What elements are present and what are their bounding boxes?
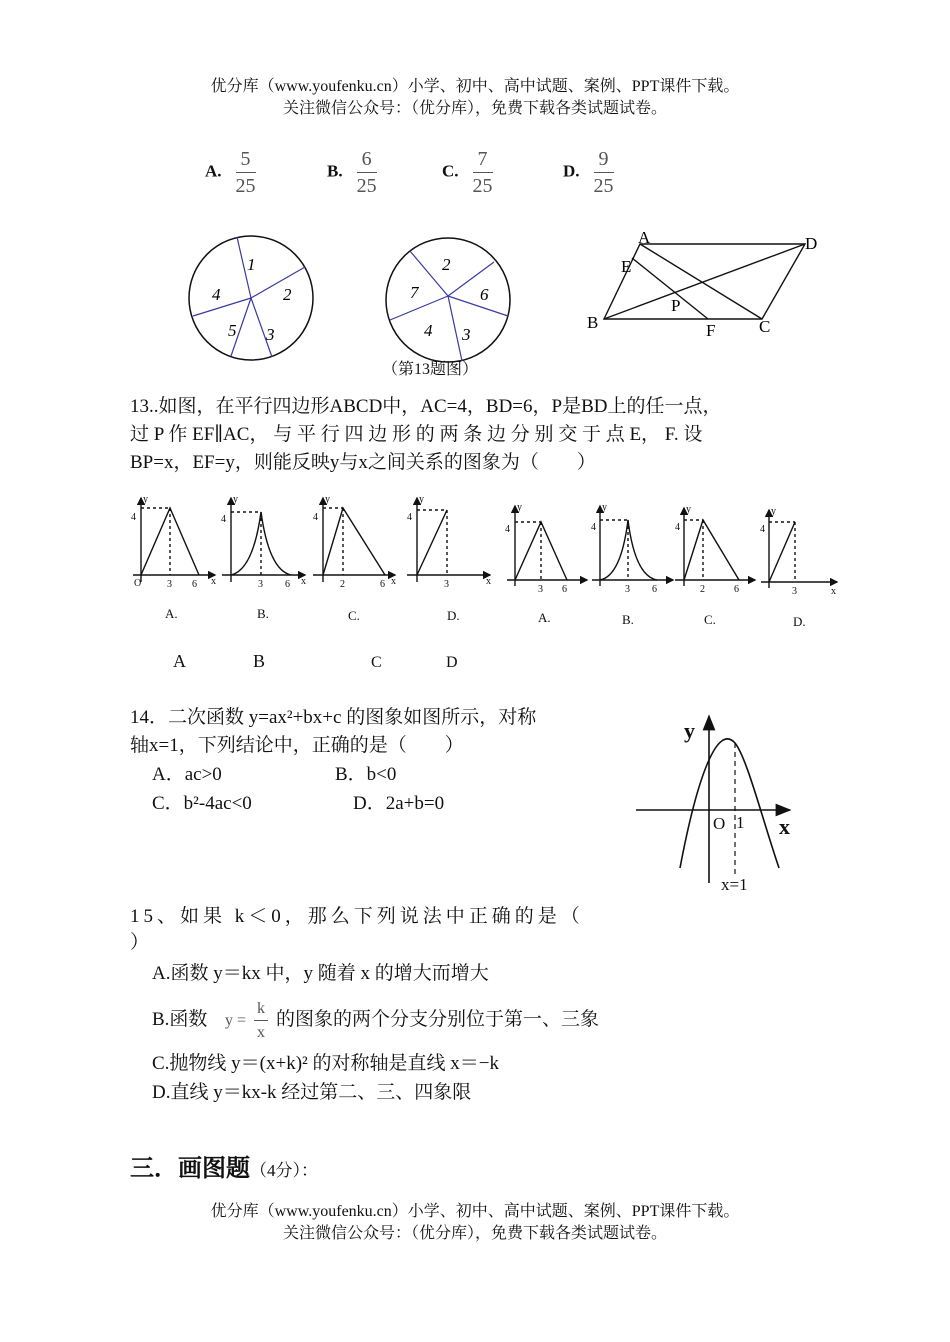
q14-line-1: 14．二次函数 y=ax²+bx+c 的图象如图所示，对称 (130, 707, 537, 728)
spinner-2-number: 7 (410, 283, 419, 302)
svg-text:2: 2 (340, 579, 345, 590)
svg-text:y: y (602, 502, 607, 513)
graph-label-d-1: D. (447, 608, 460, 623)
svg-text:4: 4 (505, 524, 510, 535)
graph-label-c-2: C. (704, 612, 716, 627)
q15-line-1b: ） (130, 932, 150, 953)
svg-text:6: 6 (652, 584, 657, 595)
parabola-origin-label: O (713, 814, 726, 833)
graph-label-b-2: B. (622, 612, 634, 627)
header-line-1: 优分库（www.youfenku.cn）小学、初中、高中试题、案例、PPT课件下载。 (210, 78, 740, 95)
svg-text:x: x (391, 576, 396, 587)
graph-d-2 (761, 510, 837, 588)
spinner-1-number: 2 (283, 285, 292, 304)
figure-13-caption: （第13题图） (382, 361, 479, 378)
q14-line-2: 轴x=1，下列结论中，正确的是（ ） (130, 735, 464, 756)
q12-option-c: C. $\frac{7}{25}$ (442, 148, 493, 197)
graph-a-2 (507, 506, 587, 586)
section-3-heading (130, 1148, 318, 1183)
footer-line-2: 关注微信公众号：（优分库），免费下载各类试题试卷。 (282, 1225, 667, 1242)
q15-fraction (254, 998, 268, 1045)
parabola-axis-eq: x=1 (721, 875, 748, 894)
svg-text:3: 3 (538, 584, 543, 595)
svg-text:6: 6 (192, 579, 197, 590)
q15-option-b-prefix: B.函数 (152, 1009, 208, 1030)
svg-text:y: y (419, 494, 424, 505)
q15-line-1: 15、如果 k＜0，那么下列说法中正确的是（ (130, 906, 584, 927)
svg-text:6: 6 (380, 579, 385, 590)
header-line-2: 关注微信公众号：（优分库），免费下载各类试题试卷。 (282, 100, 667, 117)
svg-text:y: y (517, 502, 522, 513)
svg-text:6: 6 (562, 584, 567, 595)
point-label-f: F (706, 321, 716, 340)
svg-text:6: 6 (734, 584, 739, 595)
svg-text:3: 3 (444, 579, 449, 590)
graph-label-b-1: B. (257, 606, 269, 621)
q12-option-b: B. $\frac{6}{25}$ (327, 148, 377, 197)
svg-text:4: 4 (131, 512, 136, 523)
q15-fraction-den: x (257, 1024, 265, 1041)
svg-text:y: y (143, 494, 148, 505)
parabola-y-label: y (684, 718, 695, 743)
point-label-e: E (621, 257, 632, 276)
q13-line-3: BP=x，EF=y，则能反映y与x之间关系的图象为（ ） (130, 452, 596, 473)
spinner-1-number: 3 (266, 325, 275, 344)
graph-b-1 (222, 498, 305, 582)
svg-text:x: x (831, 586, 836, 597)
q15-fraction-num: k (254, 998, 268, 1021)
parabola-x-label: x (779, 814, 790, 839)
spinner-1-figure (185, 232, 317, 364)
svg-text:3: 3 (167, 579, 172, 590)
q13-graph-options (125, 490, 845, 635)
q15-option-c: C.抛物线 y＝(x+k)² 的对称轴是直线 x＝−k (152, 1053, 499, 1074)
parabola-one-label: 1 (736, 813, 745, 832)
graph-label-a-1: A. (165, 606, 178, 621)
svg-text:4: 4 (760, 524, 765, 535)
spinner-2-number: 3 (462, 325, 471, 344)
q15-option-b-y: y = (225, 1012, 247, 1029)
q12-option-d: D. $\frac{9}{25}$ (563, 148, 614, 197)
svg-text:y: y (233, 494, 238, 505)
answer-label-c: C (371, 654, 382, 671)
graph-b-2 (592, 506, 673, 586)
footer-line-1: 优分库（www.youfenku.cn）小学、初中、高中试题、案例、PPT课件下载。 (210, 1203, 740, 1220)
svg-text:4: 4 (675, 522, 680, 533)
graph-c-2 (675, 508, 755, 586)
answer-label-a: A (173, 651, 186, 671)
svg-text:3: 3 (792, 586, 797, 597)
svg-text:y: y (325, 494, 330, 505)
parallelogram-figure (580, 226, 830, 341)
spinner-1-number: 1 (247, 255, 256, 274)
svg-text:y: y (686, 504, 691, 515)
q14-option-c: C．b²-4ac<0 (152, 793, 252, 814)
q14-option-d: D．2a+b=0 (353, 793, 445, 814)
svg-text:4: 4 (221, 514, 226, 525)
q15-option-a: A.函数 y＝kx 中，y 随着 x 的增大而增大 (152, 963, 489, 984)
svg-text:x: x (301, 576, 306, 587)
svg-text:3: 3 (258, 579, 263, 590)
answer-label-b: B (253, 651, 266, 671)
svg-text:4: 4 (313, 512, 318, 523)
svg-text:6: 6 (285, 579, 290, 590)
section-3-score: （4分）： (250, 1161, 318, 1180)
point-label-a: A (638, 228, 651, 247)
graph-d-1 (407, 498, 490, 582)
svg-text:y: y (771, 506, 776, 517)
q15-option-b-text: 的图象的两个分支分别位于第一、三象 (276, 1009, 600, 1030)
svg-text:3: 3 (625, 584, 630, 595)
section-3-title: 三．画图题 (130, 1156, 250, 1182)
point-label-d: D (805, 234, 818, 253)
graph-label-c-1: C. (348, 608, 360, 623)
point-label-p: P (671, 296, 681, 315)
svg-text:O: O (134, 578, 142, 589)
q14-parabola-graph (632, 708, 802, 898)
spinner-2-number: 4 (424, 321, 433, 340)
graph-label-a-2: A. (538, 610, 551, 625)
point-label-b: B (587, 313, 599, 332)
spinner-1-number: 4 (212, 285, 221, 304)
answer-label-d: D (446, 654, 458, 671)
svg-text:4: 4 (591, 522, 596, 533)
svg-text:x: x (211, 576, 216, 587)
point-label-c: C (759, 317, 771, 336)
graph-c-1 (313, 498, 395, 582)
spinner-2-figure (382, 234, 514, 366)
svg-text:x: x (486, 576, 491, 587)
svg-text:4: 4 (407, 512, 412, 523)
q12-option-a: A. $\frac{5}{25}$ (205, 148, 256, 197)
spinner-2-number: 6 (480, 285, 489, 304)
q13-line-1: 13..如图，在平行四边形ABCD中，AC=4，BD=6，P是BD上的任一点， (130, 396, 722, 417)
spinner-2-number: 2 (442, 255, 451, 274)
q14-option-a: A．ac>0 (152, 764, 222, 785)
graph-a-1 (133, 498, 215, 582)
svg-text:2: 2 (700, 584, 705, 595)
spinner-1-number: 5 (228, 321, 237, 340)
q13-line-2: 过 P 作 EF∥AC， 与 平 行 四 边 形 的 两 条 边 分 别 交 于 点 E， F. 设 (130, 424, 703, 445)
graph-label-d-2: D. (793, 614, 806, 629)
q14-option-b: B．b<0 (335, 764, 397, 785)
q15-option-d: D.直线 y＝kx-k 经过第二、三、四象限 (152, 1082, 472, 1103)
